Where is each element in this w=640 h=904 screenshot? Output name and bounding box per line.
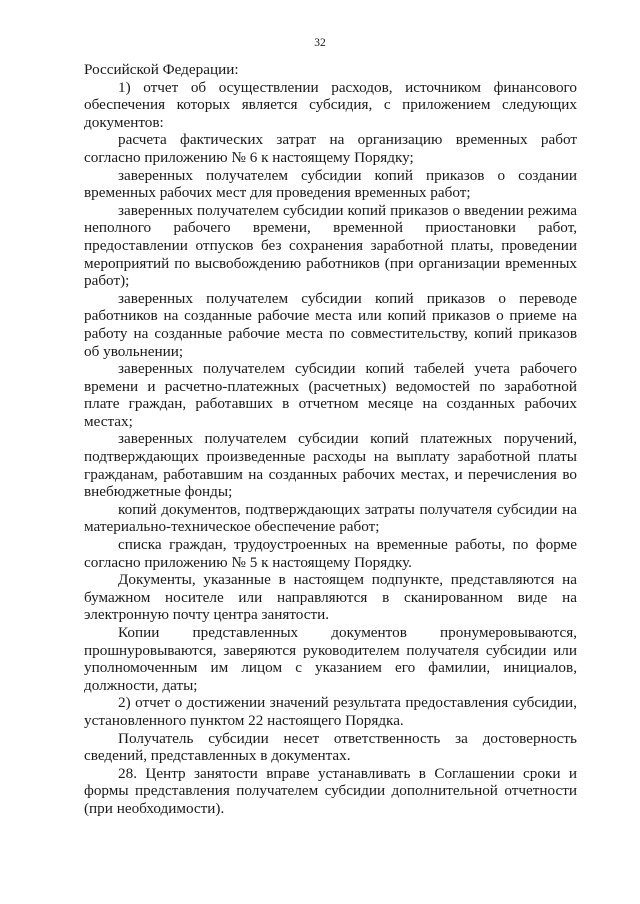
paragraph-timesheets: заверенных получателем субсидии копий табелей учета рабочего времени и расчетно-платежных (расчетных) ведомостей по заработной плате граждан, работавших в отчетном месяце на созданных рабочих местах;	[84, 360, 577, 430]
paragraph-continuation: Российской Федерации:	[84, 61, 239, 78]
paragraph-part-time-orders: заверенных получателем субсидии копий приказов о введении режима неполного рабочего времени, временной приостановки работ, предоставлении отпусков без сохранения заработной платы, проведении мероприятий по высвобождению работников (при организации временных работ);	[84, 201, 577, 290]
paragraph-responsibility: Получатель субсидии несет ответственность за достоверность сведений, представленных в документах.	[84, 729, 577, 765]
paragraph-clause-28: 28. Центр занятости вправе устанавливать в Соглашении сроки и формы представления получателем субсидии дополнительной отчетности (при необходимости).	[84, 764, 577, 817]
paragraph-report-item-1: 1) отчет об осуществлении расходов, источником финансового обеспечения которых является субсидия, с приложением следующих документов:	[84, 78, 577, 131]
paragraph-submission-method: Документы, указанные в настоящем подпункте, представляются на бумажном носителе или направляются в сканированном виде на электронную почту центра занятости.	[84, 571, 577, 624]
paragraph-payment-orders: заверенных получателем субсидии копий платежных поручений, подтверждающих произведенные расходы на выплату заработной платы гражданам, работавшим на созданных рабочих местах, и перечисления во внебюджетные фонды;	[84, 430, 577, 501]
paragraph-transfer-orders: заверенных получателем субсидии копий приказов о переводе работников на созданные рабочие места или копий приказов о приеме на работу на созданные рабочие места по совместительству, копий приказов об увольнении;	[84, 289, 577, 360]
paragraph-copies-certification: Копии представленных документов пронумеровываются, прошнуровываются, заверяются руководителем получателя субсидии или уполномоченным им лицом с указанием его фамилии, инициалов, должности, даты;	[84, 624, 577, 694]
paragraph-cost-calculation: расчета фактических затрат на организацию временных работ согласно приложению № 6 к настоящему Порядку;	[84, 131, 577, 166]
page-number: 32	[314, 37, 326, 49]
paragraph-material-costs: копий документов, подтверждающих затраты получателя субсидии на материально-техническое обеспечение работ;	[84, 500, 577, 536]
paragraph-job-creation-orders: заверенных получателем субсидии копий приказов о создании временных рабочих мест для проведения временных работ;	[84, 166, 577, 202]
paragraph-employee-list: списка граждан, трудоустроенных на временные работы, по форме согласно приложению № 5 к настоящему Порядку.	[84, 536, 577, 571]
paragraph-report-item-2: 2) отчет о достижении значений результата предоставления субсидии, установленного пунктом 22 настоящего Порядка.	[84, 694, 577, 729]
document-body	[84, 61, 577, 818]
